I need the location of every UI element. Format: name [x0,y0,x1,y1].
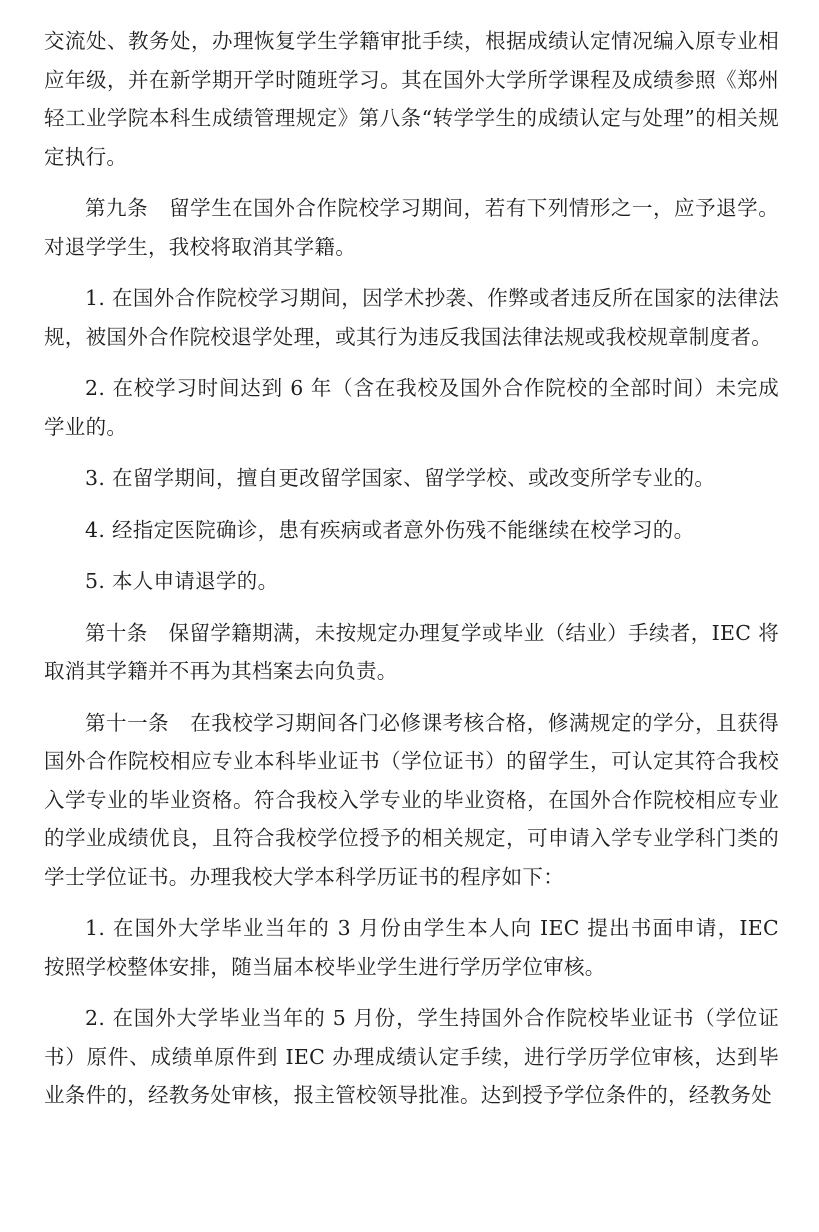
article-9-item-4: 4. 经指定医院确诊，患有疾病或者意外伤残不能继续在校学习的。 [85,517,695,542]
article-9-item-1: 1. 在国外合作院校学习期间，因学术抄袭、作弊或者违反所在国家的法律法规，被国外合作院校退学处理，或其行为违反我国法律法规或我校规章制度者。 [44,286,779,349]
article-11-item-2: 2. 在国外大学毕业当年的 5 月份，学生持国外合作院校毕业证书（学位证书）原件、成绩单原件到 IEC 办理成绩认定手续，进行学历学位审核，达到毕业条件的，经教务处审核，报主管校领导批准。达到授予学位条件的，经教务处 [44,1006,779,1107]
paragraph-continuation: 交流处、教务处，办理恢复学生学籍审批手续，根据成绩认定情况编入原专业相应年级，并在新学期开学时随班学习。其在国外大学所学课程及成绩参照《郑州轻工业学院本科生成绩管理规定》第八条“转学学生的成绩认定与处理”的相关规定执行。 [44,29,779,169]
article-9-heading: 第九条 留学生在国外合作院校学习期间，若有下列情形之一，应予退学。对退学学生，我校将取消其学籍。 [44,196,779,259]
article-9-item-5: 5. 本人申请退学的。 [85,569,279,593]
article-9-item-3: 3. 在留学期间，擅自更改留学国家、留学学校、或改变所学专业的。 [85,466,716,490]
article-11-item-1: 1. 在国外大学毕业当年的 3 月份由学生本人向 IEC 提出书面申请，IEC 按照学校整体安排，随当届本校毕业学生进行学历学位审核。 [44,916,779,979]
article-11: 第十一条 在我校学习期间各门必修课考核合格，修满规定的学分，且获得国外合作院校相应专业本科毕业证书（学位证书）的留学生，可认定其符合我校入学专业的毕业资格。符合我校入学专业的毕业资格，在国外合作院校相应专业的学业成绩优良，且符合我校学位授予的相关规定，可申请入学专业学科门类的学士学位证书。办理我校大学本科学历证书的程序如下： [44,710,779,889]
article-9-item-2: 2. 在校学习时间达到 6 年（含在我校及国外合作院校的全部时间）未完成学业的。 [44,376,779,439]
article-10: 第十条 保留学籍期满，未按规定办理复学或毕业（结业）手续者，IEC 将取消其学籍并不再为其档案去向负责。 [44,620,779,683]
